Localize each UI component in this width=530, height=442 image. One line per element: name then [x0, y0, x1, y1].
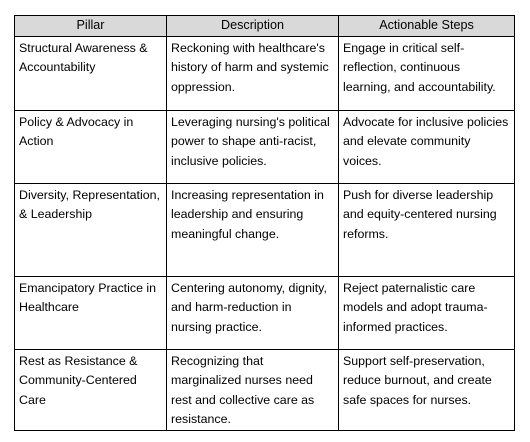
header-pillar: Pillar [15, 16, 167, 37]
table-row [15, 349, 515, 430]
pillars-table [14, 15, 515, 431]
description-cell: Increasing representation in leadership and ensuring meaningful change. [167, 183, 339, 276]
pillar-cell: Rest as Resistance & Community-Centered Care [15, 349, 167, 430]
table-row [15, 36, 515, 110]
header-actionable-steps: Actionable Steps [339, 16, 515, 37]
table-header-row [15, 16, 515, 37]
header-description: Description [167, 16, 339, 37]
steps-cell: Support self-preservation, reduce burnout, and create safe spaces for nurses. [339, 349, 515, 430]
steps-cell: Reject paternalistic care models and adopt trauma-informed practices. [339, 276, 515, 349]
pillar-cell: Policy & Advocacy in Action [15, 110, 167, 183]
description-cell: Recognizing that marginalized nurses need rest and collective care as resistance. [167, 349, 339, 430]
pillar-cell: Diversity, Representation, & Leadership [15, 183, 167, 276]
table-row [15, 183, 515, 276]
steps-cell: Advocate for inclusive policies and elevate community voices. [339, 110, 515, 183]
steps-cell: Push for diverse leadership and equity-centered nursing reforms. [339, 183, 515, 276]
description-cell: Leveraging nursing's political power to shape anti-racist, inclusive policies. [167, 110, 339, 183]
table-row [15, 276, 515, 349]
steps-cell: Engage in critical self-reflection, continuous learning, and accountability. [339, 36, 515, 110]
description-cell: Reckoning with healthcare's history of harm and systemic oppression. [167, 36, 339, 110]
pillar-cell: Structural Awareness & Accountability [15, 36, 167, 110]
pillar-cell: Emancipatory Practice in Healthcare [15, 276, 167, 349]
description-cell: Centering autonomy, dignity, and harm-reduction in nursing practice. [167, 276, 339, 349]
table-row [15, 110, 515, 183]
